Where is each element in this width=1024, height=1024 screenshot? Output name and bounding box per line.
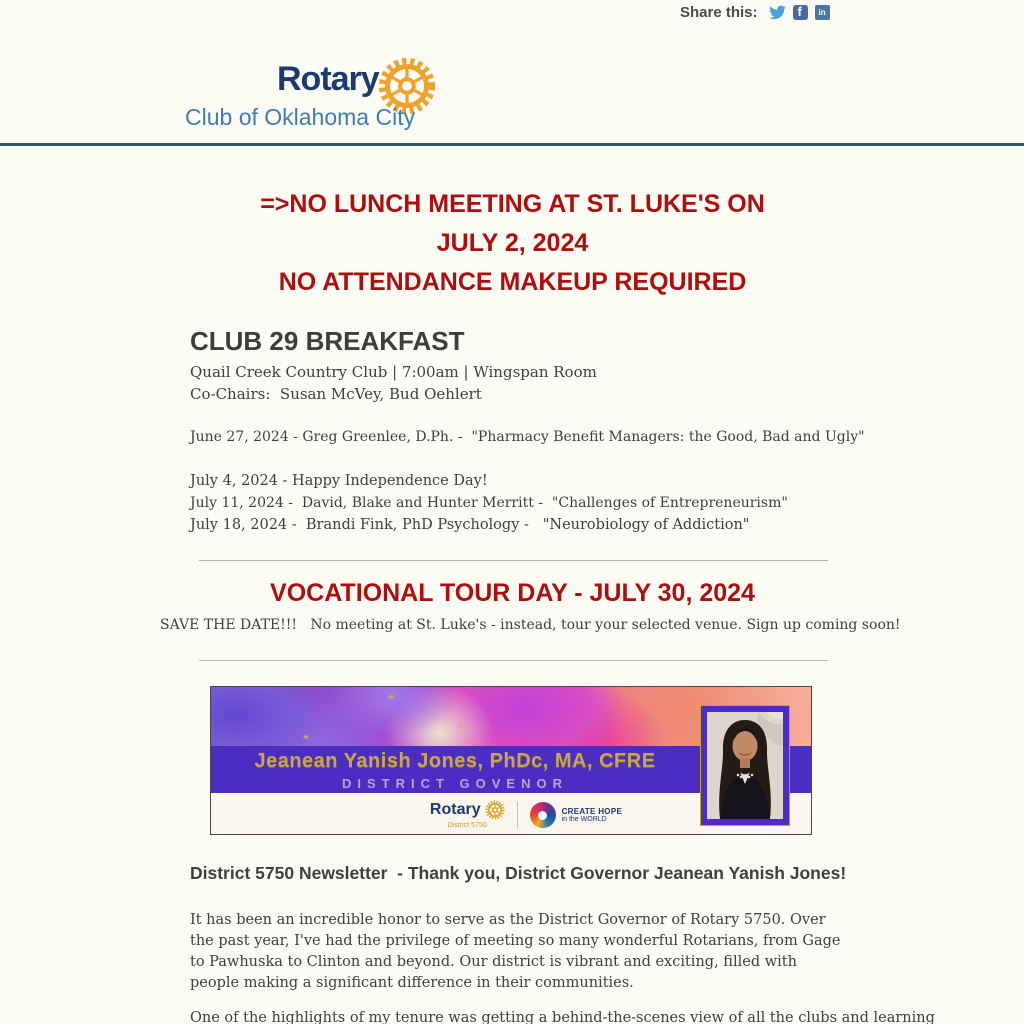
rotary-district-logo [430,800,505,829]
no-meeting-alert [190,185,835,302]
vocational-tour-title: VOCATIONAL TOUR DAY - JULY 30, 2024 [270,579,755,607]
schedule-item: July 4, 2024 - Happy Independence Day! [190,473,488,489]
governor-name: Jeanean Yanish Jones, PhDc, MA, CFRE [254,750,656,772]
alert-line-2: JULY 2, 2024 [436,229,589,257]
create-hope-swirl-icon [530,802,556,828]
header-divider [0,143,1024,146]
brand-subtitle: Club of Oklahoma City [185,104,416,130]
schedule-item: July 11, 2024 - David, Blake and Hunter Merritt - "Challenges of Entrepreneurism" [190,495,788,511]
governor-portrait-photo [700,705,790,826]
share-label: Share this: [680,4,758,21]
section-divider [199,560,828,561]
linkedin-icon[interactable] [815,5,830,20]
logo-divider [517,802,518,828]
twitter-icon[interactable] [769,5,786,20]
facebook-glyph: f [797,5,802,19]
section-divider [199,660,828,661]
alert-line-3: NO ATTENDANCE MAKEUP REQUIRED [278,268,747,296]
create-hope-line1: CREATE HOPE [561,806,623,816]
breakfast-section-title: CLUB 29 BREAKFAST [190,326,465,356]
schedule-item: July 18, 2024 - Brandi Fink, PhD Psychology - "Neurobiology of Addiction" [190,517,750,533]
create-hope-logo [530,802,623,828]
newsletter-heading: District 5750 Newsletter - Thank you, District Governor Jeanean Yanish Jones! [190,863,847,883]
district-governor-banner [210,686,812,835]
newsletter-paragraph-clipped: One of the highlights of my tenure was getting a behind-the-scenes view of all the clubs and learning [190,1010,935,1024]
rotary-district-wordmark: Rotary [429,801,481,818]
linkedin-glyph: in [818,8,826,17]
rotary-brand-wordmark: Rotary [277,60,379,98]
vocational-tour-subtitle: SAVE THE DATE!!! No meeting at St. Luke's - instead, tour your selected venue. Sign up coming soon! [160,617,901,633]
schedule-item: June 27, 2024 - Greg Greenlee, D.Ph. - "Pharmacy Benefit Managers: the Good, Bad and Ugly" [190,429,865,445]
facebook-icon[interactable] [793,5,808,20]
create-hope-line2: in the WORLD [561,815,607,823]
breakfast-cochairs: Co-Chairs: Susan McVey, Bud Oehlert [190,385,482,403]
newsletter-paragraph: It has been an incredible honor to serve as the District Governor of Rotary 5750. Over the past year, I've had the privilege of meeting so many wonderful Rotarians, from Gage to Pawhuska to Clinton and beyond. Our district is vibrant and exciting, filled with people making a significant difference in their communities. [190,912,841,991]
district-5750-label: District 5750 [447,822,487,829]
rotary-wheel-small-icon [485,800,505,820]
alert-line-1: =>NO LUNCH MEETING AT ST. LUKE'S ON [260,190,765,218]
breakfast-location: Quail Creek Country Club | 7:00am | Wingspan Room [190,363,597,381]
share-bar [680,4,830,21]
governor-role: DISTRICT GOVENOR [341,776,568,791]
